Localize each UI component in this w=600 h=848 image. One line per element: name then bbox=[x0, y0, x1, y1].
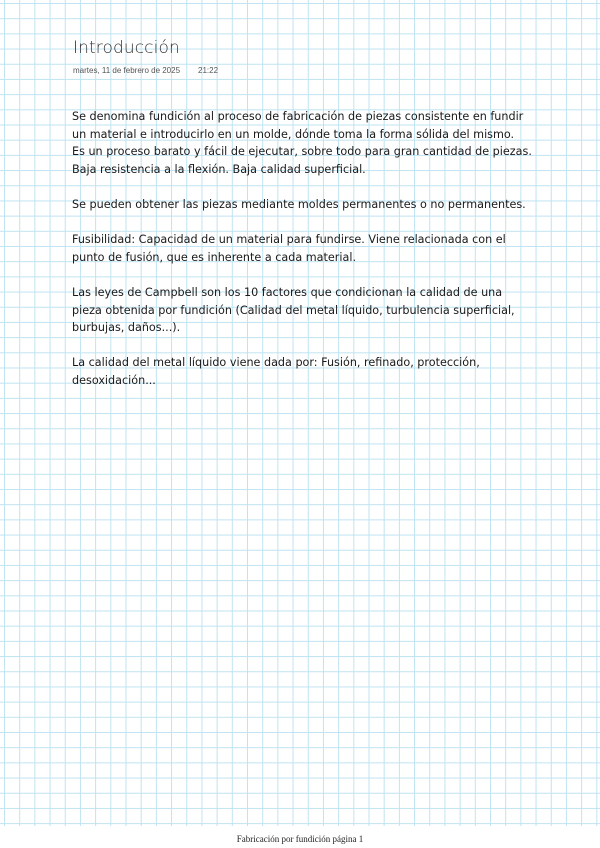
paragraph bbox=[72, 284, 532, 337]
paragraph-line: Baja resistencia a la flexión. Baja calidad superficial. bbox=[72, 162, 366, 176]
note-date: martes, 11 de febrero de 2025 bbox=[73, 66, 181, 75]
note-timestamp bbox=[73, 66, 218, 75]
paragraph bbox=[72, 196, 532, 214]
paragraph-line: Las leyes de Campbell son los 10 factores que condicionan la calidad de una pieza obtenida por fundición (Calidad del metal líquido, turbulencia superficial, burbujas, daños...). bbox=[72, 285, 515, 335]
note-time: 21:22 bbox=[198, 66, 219, 75]
paragraph-line: Fusibilidad: Capacidad de un material para fundirse. Viene relacionada con el punto de fusión, que es inherente a cada material. bbox=[72, 233, 506, 264]
paragraph-line: Es un proceso barato y fácil de ejecutar, sobre todo para gran cantidad de piezas. bbox=[72, 145, 532, 159]
paragraph bbox=[72, 354, 532, 389]
note-title: Introducción bbox=[73, 38, 180, 58]
paragraph bbox=[72, 231, 532, 266]
paragraph bbox=[72, 108, 532, 178]
paragraph-line: Se denomina fundición al proceso de fabricación de piezas consistente en fundir un material e introducirlo en un molde, dónde toma la forma sólida del mismo. bbox=[72, 110, 524, 141]
paragraph-line: Se pueden obtener las piezas mediante moldes permanentes o no permanentes. bbox=[72, 197, 526, 211]
page-footer: Fabricación por fundición página 1 bbox=[236, 834, 364, 844]
note-body bbox=[72, 108, 532, 407]
paragraph-line: La calidad del metal líquido viene dada por: Fusión, refinado, protección, desoxidación... bbox=[72, 356, 480, 387]
